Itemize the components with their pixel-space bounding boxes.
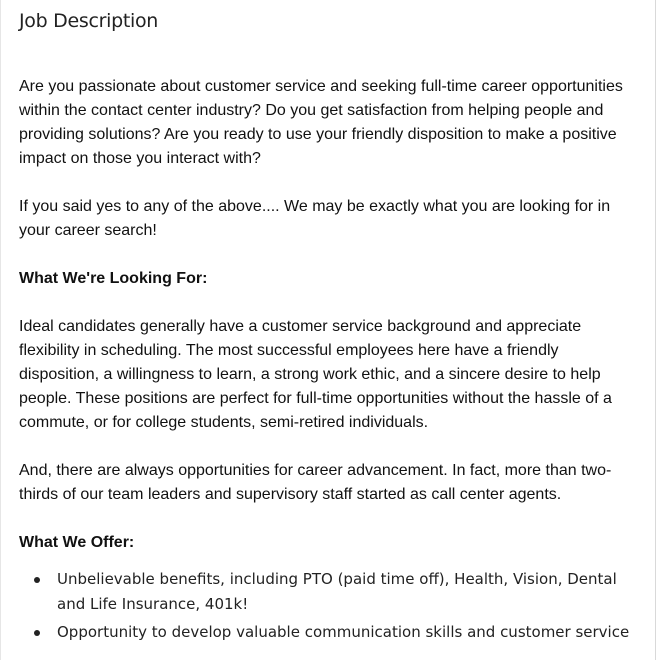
offer-list — [19, 567, 649, 648]
bullet-icon — [34, 577, 40, 583]
list-item — [19, 620, 649, 645]
advancement-paragraph: And, there are always opportunities for career advancement. In fact, more than two-thirds of our team leaders and supervisory staff started as call center agents. — [19, 462, 612, 503]
what-we-offer-heading: What We Offer: — [19, 534, 135, 551]
intro-paragraph: Are you passionate about customer service and seeking full-time career opportunities within the contact center industry? Do you get satisfaction from helping people and providing solutions? Are you ready to use your friendly disposition to make a positive impact on those you interact with? — [19, 78, 623, 167]
ideal-candidates-paragraph: Ideal candidates generally have a customer service background and appreciate flexibility in scheduling. The most successful employees here have a friendly disposition, a willingness to learn, a strong work ethic, and a sincere desire to help people. These positions are perfect for full-time opportunities without the hassle of a commute, or for college students, semi-retired individuals. — [19, 318, 612, 431]
section-title: Job Description — [19, 10, 159, 32]
list-item — [19, 567, 649, 617]
list-item-text: Unbelievable benefits, including PTO (paid time off), Health, Vision, Dental and Life Insurance, 401k! — [57, 570, 617, 613]
looking-for-heading: What We're Looking For: — [19, 270, 208, 287]
list-item-text: Opportunity to develop valuable communication skills and customer service — [57, 623, 630, 641]
bullet-icon — [34, 630, 40, 636]
yes-paragraph: If you said yes to any of the above.... We may be exactly what you are looking for in your career search! — [19, 198, 611, 239]
